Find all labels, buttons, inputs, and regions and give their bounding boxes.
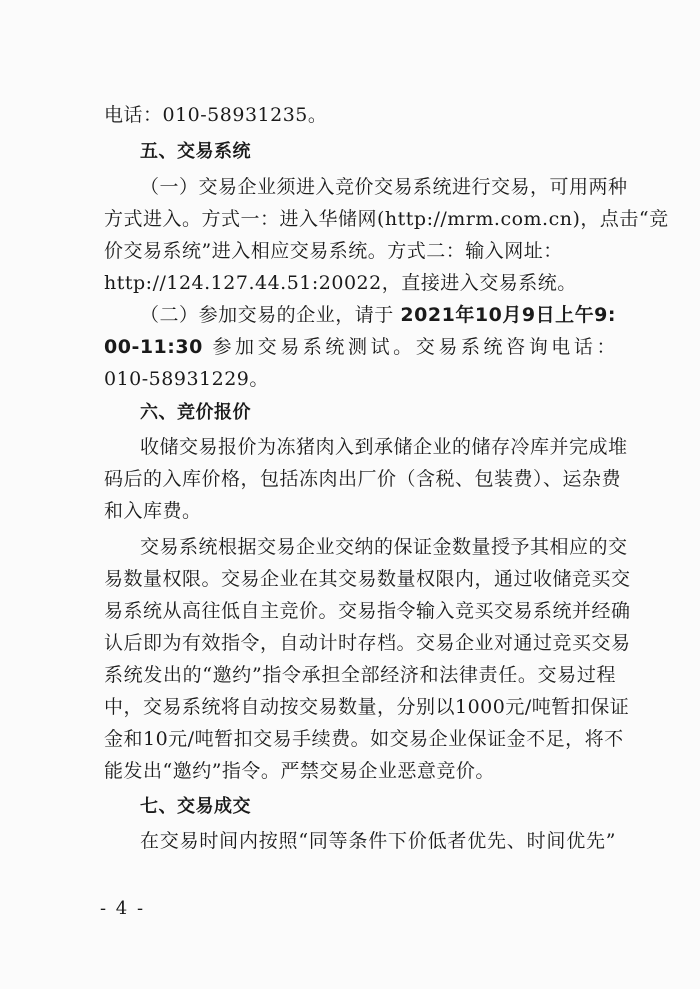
paragraph-line [140,300,616,330]
paragraph-line: 易数量权限。交易企业在其交易数量权限内，通过收储竞买交 [104,568,631,590]
paragraph-line: 收储交易报价为冻猪肉入到承储企业的储存冷库并完成堆 [140,436,628,458]
paragraph-line [104,332,616,362]
paragraph-line: 交易系统根据交易企业交纳的保证金数量授予其相应的交 [140,536,628,558]
paragraph-line: 金和10元/吨暂扣交易手续费。如交易企业保证金不足，将不 [104,728,624,750]
paragraph-line: 中，交易系统将自动按交易数量，分别以1000元/吨暂扣保证 [104,696,630,718]
paragraph-line: 010-58931229。 [104,368,269,390]
paragraph-line: （一）交易企业须进入竞价交易系统进行交易，可用两种 [140,176,628,198]
section-heading-trading-system: 五、交易系统 [140,141,251,162]
page-number: - 4 - [100,898,146,919]
paragraph-line: 认后即为有效指令，自动计时存档。交易企业对通过竞买交易 [104,632,631,654]
paragraph-line: 方式进入。方式一：进入华储网(http://mrm.com.cn)，点击“竞 [104,208,669,230]
paragraph-line: 和入库费。 [104,500,202,522]
paragraph-line: 系统发出的“邀约”指令承担全部经济和法律责任。交易过程 [104,664,616,686]
section-heading-transaction: 七、交易成交 [140,796,251,817]
paragraph-line: 在交易时间内按照“同等条件下价低者优先、时间优先” [140,830,616,852]
text-run: （二）参加交易的企业，请于 [140,304,394,326]
paragraph-line: http://124.127.44.51:20022，直接进入交易系统。 [104,272,577,294]
contact-phone-line: 电话：010-58931235。 [104,104,328,126]
paragraph-line: 易系统从高往低自主竞价。交易指令输入竞买交易系统并经确 [104,600,631,622]
paragraph-line: 能发出“邀约”指令。严禁交易企业恶意竞价。 [104,760,495,782]
section-heading-bidding-price: 六、竞价报价 [140,402,251,423]
bold-date-text: 2021年10月9日上午9: [400,304,616,326]
paragraph-line: 码后的入库价格，包括冻肉出厂价（含税、包装费）、运杂费 [104,468,622,490]
text-run: 参加交易系统测试。交易系统咨询电话： [212,336,616,358]
paragraph-line: 价交易系统”进入相应交易系统。方式二：输入网址： [104,240,563,262]
bold-time-text: 00-11:30 [104,336,203,358]
